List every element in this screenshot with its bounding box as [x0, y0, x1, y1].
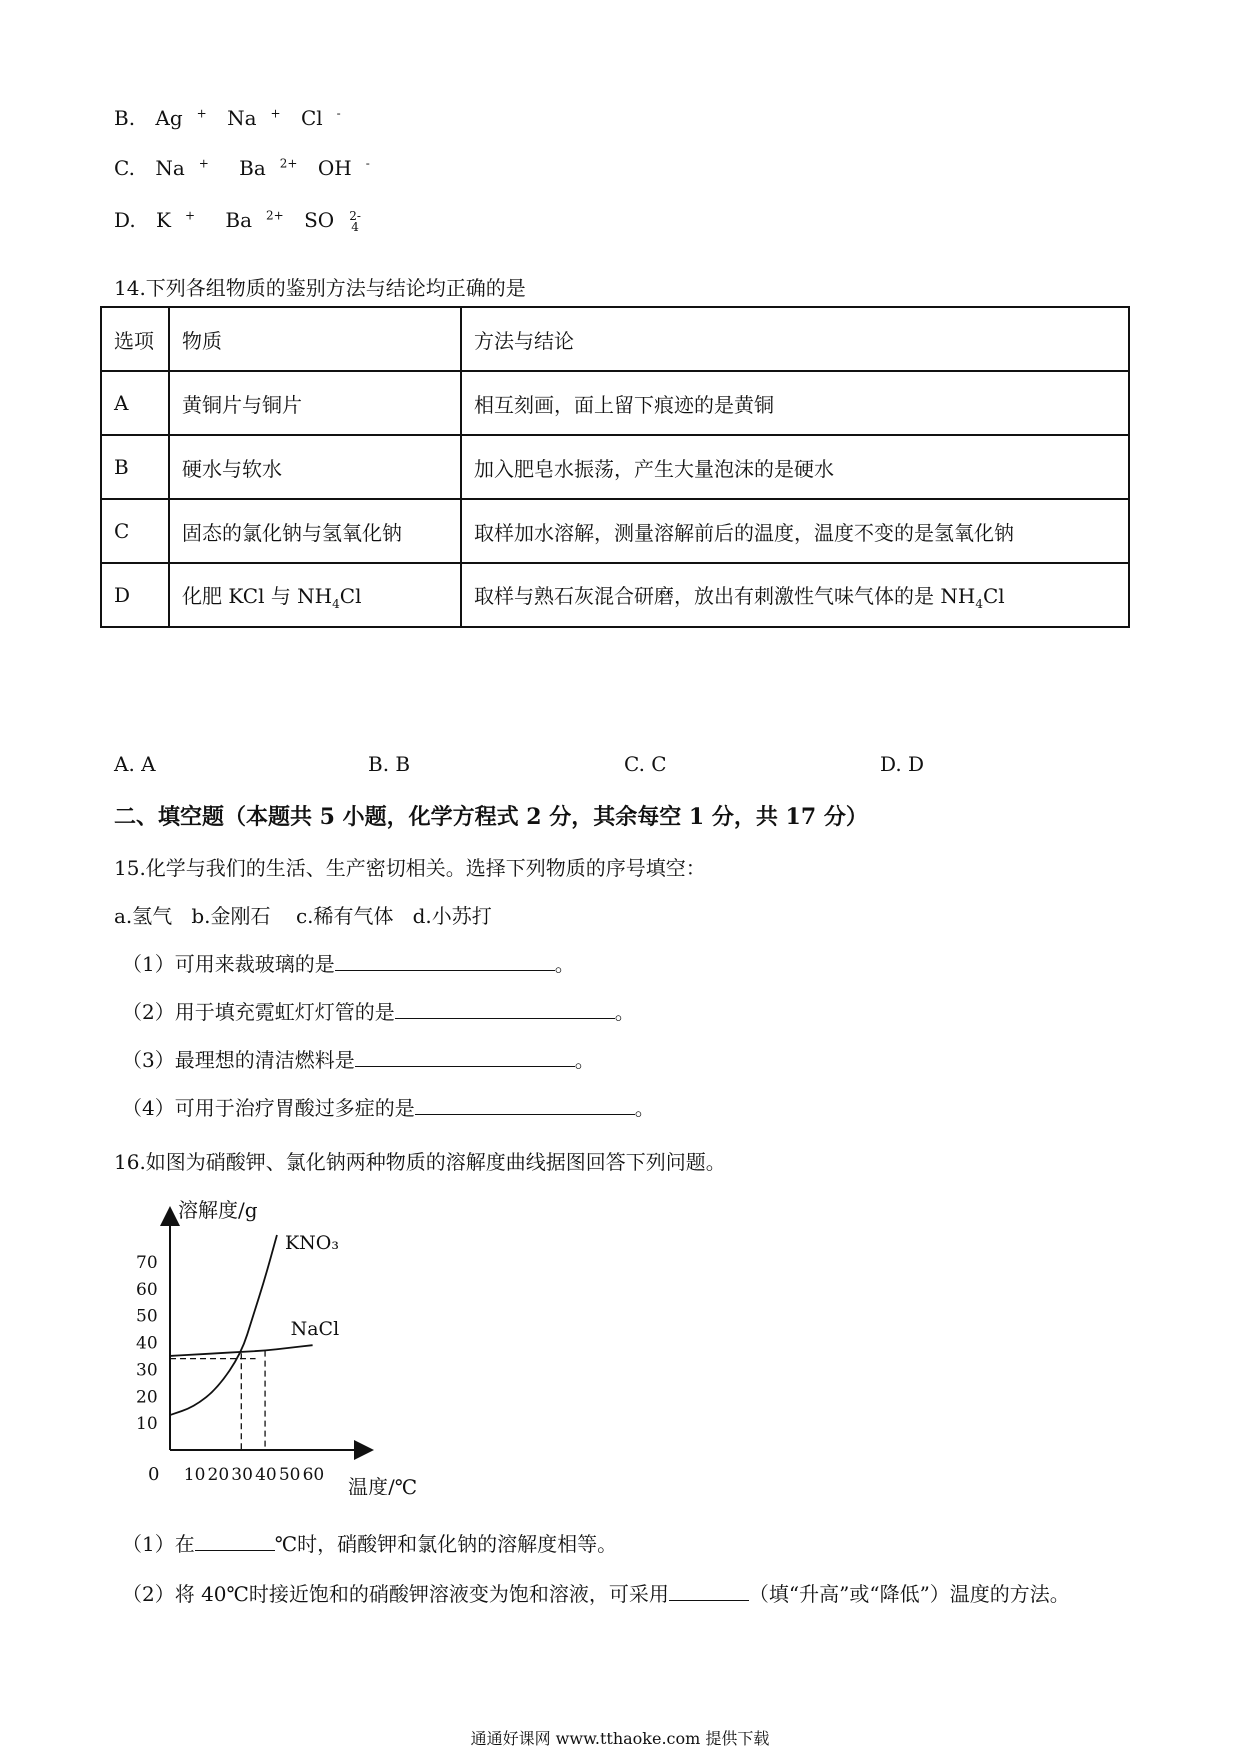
answer-blank[interactable]	[195, 1532, 275, 1551]
ion: K +	[156, 208, 196, 232]
y-tick-label: 70	[136, 1252, 158, 1273]
table-header-cell: 选项	[101, 307, 169, 371]
table-cell-method: 加入肥皂水振荡，产生大量泡沫的是硬水	[461, 435, 1129, 499]
question-14-table	[100, 306, 1130, 628]
y-axis-label: 溶解度/g	[178, 1198, 258, 1222]
table-header-row	[101, 307, 1129, 371]
ion: Na +	[155, 156, 209, 180]
option-d-13[interactable]	[114, 208, 403, 233]
origin-label: 0	[148, 1464, 160, 1485]
answer-option-a[interactable]: A. A	[114, 752, 156, 776]
x-tick-label: 60	[302, 1465, 325, 1485]
option-b-13[interactable]	[114, 106, 355, 130]
option-label: D.	[114, 208, 136, 232]
table-row	[101, 435, 1129, 499]
table-cell-option: A	[101, 371, 169, 435]
question-16-title: 16.如图为硝酸钾、氯化钠两种物质的溶解度曲线据图回答下列问题。	[114, 1150, 726, 1174]
x-tick-label: 20	[207, 1465, 230, 1485]
section-heading: 二、填空题（本题共 5 小题，化学方程式 2 分，其余每空 1 分，共 17 分）	[114, 804, 868, 830]
question-16-item-2: （2）将 40℃时接近饱和的硝酸钾溶液变为饱和溶液，可采用 （填“升高”或“降低”）温度的方法。	[122, 1582, 1070, 1606]
answer-blank[interactable]	[669, 1582, 749, 1601]
ion: Ba $^{2+}$	[225, 208, 284, 232]
table-cell-option: B	[101, 435, 169, 499]
y-tick-label: 10	[136, 1414, 158, 1435]
question-15-choices: a.氢气 b.金刚石 c.稀有气体 d.小苏打	[114, 904, 492, 928]
y-tick-label: 50	[136, 1306, 158, 1327]
table-cell-option: D	[101, 563, 169, 627]
x-tick-label: 30	[231, 1465, 253, 1485]
series-label: NaCl	[290, 1318, 340, 1341]
ion: Na +	[227, 106, 281, 130]
option-label: B.	[114, 106, 136, 130]
table-cell-substance: 化肥 KCl 与 $NH_4Cl$	[169, 563, 461, 627]
x-tick-label: 40	[255, 1465, 277, 1485]
question-15-item-1: （1）可用来裁玻璃的是 。	[122, 952, 575, 976]
table-header-cell: 物质	[169, 307, 461, 371]
y-tick-label: 60	[136, 1279, 158, 1300]
page-footer: 通通好课网 www.tthaoke.com 提供下载	[470, 1729, 770, 1748]
y-tick-label: 40	[136, 1333, 158, 1354]
question-15-title: 15.化学与我们的生活、生产密切相关。选择下列物质的序号填空：	[114, 856, 706, 880]
option-c-13[interactable]	[114, 156, 384, 180]
answer-option-d[interactable]: D. D	[880, 752, 925, 776]
table-row	[101, 499, 1129, 563]
ion: Cl -	[300, 106, 341, 130]
question-15-item-3: （3）最理想的清洁燃料是 。	[122, 1048, 595, 1072]
ion: Ag +	[155, 106, 207, 130]
table-cell-substance: 固态的氯化钠与氢氧化钠	[169, 499, 461, 563]
question-15-item-2: （2）用于填充霓虹灯灯管的是 。	[122, 1000, 635, 1024]
answer-blank[interactable]	[395, 1000, 615, 1019]
question-14-title: 14.下列各组物质的鉴别方法与结论均正确的是	[114, 276, 526, 300]
table-row	[101, 563, 1129, 627]
question-15-item-4: （4）可用于治疗胃酸过多症的是 。	[122, 1096, 655, 1120]
ion: Ba $^{2+}$	[239, 156, 298, 180]
option-label: C.	[114, 156, 135, 180]
table-header-cell: 方法与结论	[461, 307, 1129, 371]
series-label: KNO₃	[284, 1232, 339, 1254]
answer-option-c[interactable]: C. C	[624, 752, 667, 776]
table-cell-method: 取样与熟石灰混合研磨，放出有刺激性气味气体的是 $NH_4Cl$	[461, 563, 1129, 627]
y-tick-label: 30	[136, 1360, 158, 1381]
x-tick-label: 10	[183, 1465, 206, 1485]
x-axis-label: 温度/℃	[348, 1475, 418, 1495]
answer-option-b[interactable]: B. B	[368, 752, 411, 776]
answer-blank[interactable]	[355, 1048, 575, 1067]
ion: SO 2- 4	[304, 208, 361, 234]
table-cell-option: C	[101, 499, 169, 563]
table-row	[101, 371, 1129, 435]
x-tick-label: 50	[278, 1465, 301, 1485]
y-tick-label: 20	[136, 1387, 158, 1408]
answer-blank[interactable]	[335, 952, 555, 971]
table-cell-method: 相互刻画，面上留下痕迹的是黄铜	[461, 371, 1129, 435]
ion: OH -	[317, 156, 370, 180]
solubility-chart	[130, 1195, 430, 1495]
table-cell-substance: 黄铜片与铜片	[169, 371, 461, 435]
question-16-item-1: （1）在 ℃时，硝酸钾和氯化钠的溶解度相等。	[122, 1532, 618, 1556]
series-line-kno3	[170, 1235, 277, 1415]
table-cell-method: 取样加水溶解，测量溶解前后的温度，温度不变的是氢氧化钠	[461, 499, 1129, 563]
table-cell-substance: 硬水与软水	[169, 435, 461, 499]
answer-blank[interactable]	[415, 1096, 635, 1115]
